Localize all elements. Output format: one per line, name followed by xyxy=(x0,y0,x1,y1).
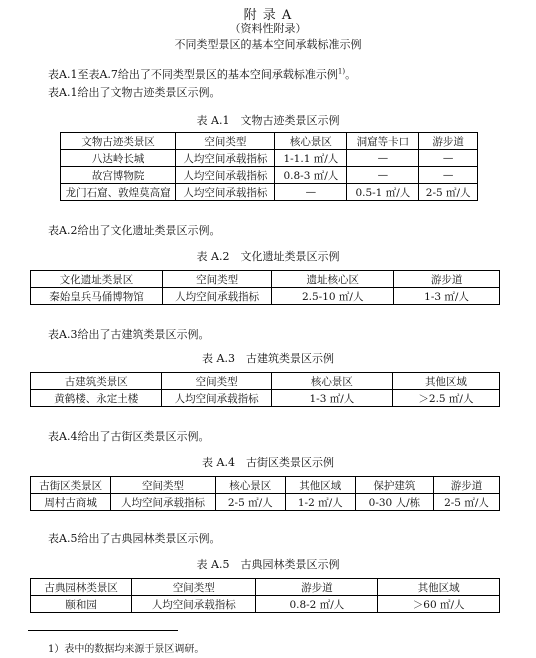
table-row xyxy=(31,494,500,511)
table-cell: — xyxy=(275,184,347,201)
paragraph-a5: 表A.5给出了古典园林类景区示例。 xyxy=(48,532,221,545)
table-a2-caption: 表 A.2 文化遗址类景区示例 xyxy=(196,250,340,263)
table-cell: 2-5 ㎡/人 xyxy=(419,184,478,201)
table-header-cell: 古典园林类景区 xyxy=(31,579,132,596)
table-a1 xyxy=(60,132,478,201)
footnote: 1）表中的数据均来源于景区调研。 xyxy=(48,644,205,655)
table-row xyxy=(61,184,478,201)
table-header-cell: 文物古迹类景区 xyxy=(61,133,176,150)
table-cell: 人均空间承载指标 xyxy=(176,167,275,184)
table-header-row xyxy=(31,579,500,596)
table-a4 xyxy=(30,476,500,511)
table-header-row xyxy=(61,133,478,150)
table-cell: 0.5-1 ㎡/人 xyxy=(347,184,419,201)
table-header-cell: 其他区域 xyxy=(392,373,499,390)
table-cell: — xyxy=(347,150,419,167)
table-row xyxy=(31,596,500,613)
table-cell: 1-3 ㎡/人 xyxy=(271,390,392,407)
table-cell: 0.8-3 ㎡/人 xyxy=(275,167,347,184)
table-cell: 黄鹤楼、永定土楼 xyxy=(31,390,162,407)
table-header-cell: 游步道 xyxy=(394,271,500,288)
intro-paragraph xyxy=(48,66,356,82)
table-a5-caption: 表 A.5 古典园林类景区示例 xyxy=(196,558,340,571)
table-header-cell: 空间类型 xyxy=(163,271,272,288)
intro-line-2: 表A.1给出了文物古迹类景区示例。 xyxy=(48,86,221,99)
table-header-cell: 空间类型 xyxy=(176,133,275,150)
table-cell: — xyxy=(347,167,419,184)
table-header-cell: 空间类型 xyxy=(132,579,256,596)
table-cell: 人均空间承载指标 xyxy=(111,494,216,511)
table-header-cell: 遗址核心区 xyxy=(272,271,394,288)
table-cell: 故宫博物院 xyxy=(61,167,176,184)
table-a3-caption: 表 A.3 古建筑类景区示例 xyxy=(202,352,334,365)
table-cell: 人均空间承载指标 xyxy=(176,150,275,167)
table-cell: 1-1.1 ㎡/人 xyxy=(275,150,347,167)
paragraph-a4: 表A.4给出了古街区类景区示例。 xyxy=(48,430,210,443)
paragraph-a3: 表A.3给出了古建筑类景区示例。 xyxy=(48,328,210,341)
table-header-cell: 空间类型 xyxy=(111,477,216,494)
footnote-ref: 1) xyxy=(337,67,346,76)
table-cell: 1-3 ㎡/人 xyxy=(394,288,500,305)
table-row xyxy=(31,390,500,407)
table-header-cell: 核心景区 xyxy=(271,373,392,390)
table-cell: 秦始皇兵马俑博物馆 xyxy=(31,288,163,305)
table-cell: 0.8-2 ㎡/人 xyxy=(256,596,378,613)
table-header-cell: 核心景区 xyxy=(275,133,347,150)
table-a4-caption: 表 A.4 古街区类景区示例 xyxy=(202,456,334,469)
table-header-cell: 其他区域 xyxy=(285,477,355,494)
table-cell: 人均空间承载指标 xyxy=(163,288,272,305)
table-cell: 0-30 人/栋 xyxy=(355,494,433,511)
appendix-heading: 附 录 A xyxy=(243,8,293,23)
table-cell: ＞60 ㎡/人 xyxy=(378,596,500,613)
table-row xyxy=(61,150,478,167)
table-row xyxy=(31,288,500,305)
table-a1-caption: 表 A.1 文物古迹类景区示例 xyxy=(196,114,340,127)
intro-end: 。 xyxy=(345,68,357,81)
table-a3 xyxy=(30,372,500,407)
footnote-divider xyxy=(28,630,178,631)
table-cell: 人均空间承载指标 xyxy=(162,390,271,407)
table-cell: 龙门石窟、敦煌莫高窟 xyxy=(61,184,176,201)
table-header-cell: 古街区类景区 xyxy=(31,477,111,494)
table-header-cell: 古建筑类景区 xyxy=(31,373,162,390)
table-a5 xyxy=(30,578,500,613)
table-cell: — xyxy=(419,150,478,167)
table-header-cell: 核心景区 xyxy=(215,477,285,494)
table-cell: ＞2.5 ㎡/人 xyxy=(392,390,499,407)
table-cell: 2-5 ㎡/人 xyxy=(215,494,285,511)
table-header-row xyxy=(31,271,500,288)
paragraph-a2: 表A.2给出了文化遗址类景区示例。 xyxy=(48,224,221,237)
table-cell: 1-2 ㎡/人 xyxy=(285,494,355,511)
table-header-row xyxy=(31,373,500,390)
table-header-cell: 其他区域 xyxy=(378,579,500,596)
table-header-cell: 空间类型 xyxy=(162,373,271,390)
table-cell: 人均空间承载指标 xyxy=(176,184,275,201)
table-cell: 2.5-10 ㎡/人 xyxy=(272,288,394,305)
table-row xyxy=(61,167,478,184)
appendix-title: 不同类型景区的基本空间承载标准示例 xyxy=(174,38,362,51)
table-cell: 颐和园 xyxy=(31,596,132,613)
table-header-row xyxy=(31,477,500,494)
table-cell: 八达岭长城 xyxy=(61,150,176,167)
table-cell: 2-5 ㎡/人 xyxy=(433,494,499,511)
appendix-note: （资料性附录） xyxy=(229,22,307,35)
table-a2 xyxy=(30,270,500,305)
table-header-cell: 游步道 xyxy=(256,579,378,596)
table-header-cell: 文化遗址类景区 xyxy=(31,271,163,288)
table-header-cell: 洞窟等卡口 xyxy=(347,133,419,150)
table-header-cell: 保护建筑 xyxy=(355,477,433,494)
table-cell: — xyxy=(419,167,478,184)
table-header-cell: 游步道 xyxy=(419,133,478,150)
table-cell: 周村古商城 xyxy=(31,494,111,511)
table-cell: 人均空间承载指标 xyxy=(132,596,256,613)
table-header-cell: 游步道 xyxy=(433,477,499,494)
intro-text: 表A.1至表A.7给出了不同类型景区的基本空间承载标准示例 xyxy=(48,68,338,81)
